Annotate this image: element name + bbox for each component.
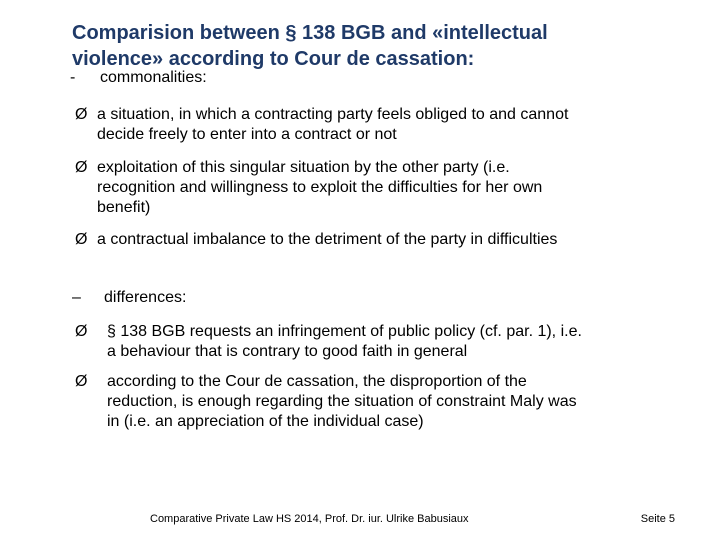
differences-label: differences: [104,289,187,306]
commonality-item [75,230,675,250]
arrow-bullet-icon: Ø [75,373,88,390]
arrow-bullet-icon: Ø [75,159,88,176]
item-text-line: a behaviour that is contrary to good faith in general [107,343,468,360]
item-text-line: a situation, in which a contracting party feels obliged to and cannot [97,106,569,123]
item-text-line: recognition and willingness to exploit the difficulties for her own [97,179,543,196]
item-text-line: reduction, is enough regarding the situation of constraint Maly was [107,393,577,410]
item-text-line: a contractual imbalance to the detriment of the party in difficulties [97,231,558,248]
footer-page-number: Seite 5 [640,513,675,525]
item-text-line: decide freely to enter into a contract or not [97,126,397,143]
arrow-bullet-icon: Ø [75,106,88,123]
dash-bullet-icon: – [72,289,81,306]
commonalities-heading [70,68,670,88]
item-text-line: according to the Cour de cassation, the disproportion of the [107,373,527,390]
commonalities-label: commonalities: [100,69,207,86]
difference-item [75,322,675,362]
arrow-bullet-icon: Ø [75,231,88,248]
slide-title [72,20,672,72]
footer-course: Comparative Private Law HS 2014, Prof. Dr. iur. Ulrike Babusiaux [150,513,469,525]
commonality-item [75,105,675,145]
title-line: Comparision between § 138 BGB and «intellectual [72,22,548,44]
dash-bullet-icon: - [70,69,76,86]
item-text-line: in (i.e. an appreciation of the individual case) [107,413,424,430]
differences-heading [72,288,672,308]
arrow-bullet-icon: Ø [75,323,88,340]
item-text-line: § 138 BGB requests an infringement of public policy (cf. par. 1), i.e. [107,323,582,340]
title-line: violence» according to Cour de cassation: [72,48,475,70]
commonality-item [75,158,675,218]
item-text-line: benefit) [97,199,151,216]
item-text-line: exploitation of this singular situation by the other party (i.e. [97,159,510,176]
difference-item [75,372,675,432]
